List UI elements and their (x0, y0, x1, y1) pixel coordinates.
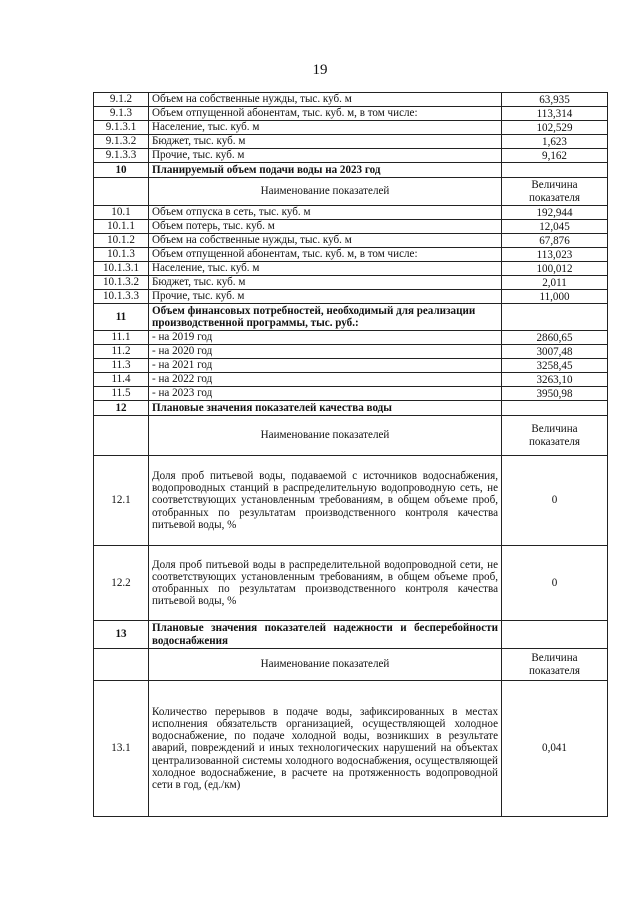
row-number: 9.1.3.3 (94, 149, 149, 163)
column-header-value: Величина показателя (502, 649, 608, 681)
table-row (94, 234, 608, 248)
row-value: 113,023 (502, 248, 608, 262)
table-row (94, 220, 608, 234)
row-value: 0,041 (502, 681, 608, 817)
row-name: - на 2019 год (149, 331, 502, 345)
row-number: 9.1.3.2 (94, 135, 149, 149)
table-row (94, 276, 608, 290)
section-heading-row (94, 401, 608, 416)
row-name: Доля проб питьевой воды в распределительной водопроводной сети, не соответствующих установленным требованиям, в общем объеме проб, отобранных по результатам производственного контроля качества питьевой воды, % (149, 546, 502, 621)
empty-cell (502, 621, 608, 649)
table-row (94, 456, 608, 546)
row-name: Объем потерь, тыс. куб. м (149, 220, 502, 234)
row-number: 11.3 (94, 359, 149, 373)
section-heading-row (94, 304, 608, 331)
table-row (94, 681, 608, 817)
column-header-row (94, 416, 608, 456)
row-name: - на 2022 год (149, 373, 502, 387)
page-number: 19 (312, 62, 328, 78)
table-row (94, 135, 608, 149)
empty-cell (502, 304, 608, 331)
section-title: Плановые значения показателей надежности и бесперебойности водоснабжения (149, 621, 502, 649)
row-name: Объем на собственные нужды, тыс. куб. м (149, 93, 502, 107)
empty-cell (94, 178, 149, 206)
row-name: Прочие, тыс. куб. м (149, 149, 502, 163)
table-row (94, 262, 608, 276)
row-number: 10.1.1 (94, 220, 149, 234)
row-name: Население, тыс. куб. м (149, 121, 502, 135)
section-title: Плановые значения показателей качества воды (149, 401, 502, 416)
empty-cell (502, 163, 608, 178)
row-name: Объем на собственные нужды, тыс. куб. м (149, 234, 502, 248)
row-name: - на 2020 год (149, 345, 502, 359)
row-value: 113,314 (502, 107, 608, 121)
empty-cell (502, 401, 608, 416)
empty-cell (94, 416, 149, 456)
row-value: 3258,45 (502, 359, 608, 373)
row-number: 12.1 (94, 456, 149, 546)
row-number: 9.1.3 (94, 107, 149, 121)
row-value: 63,935 (502, 93, 608, 107)
row-name: Объем отпущенной абонентам, тыс. куб. м, в том числе: (149, 248, 502, 262)
empty-cell (94, 649, 149, 681)
column-header-value: Величина показателя (502, 416, 608, 456)
table-row (94, 290, 608, 304)
row-value: 100,012 (502, 262, 608, 276)
row-name: - на 2021 год (149, 359, 502, 373)
table-row (94, 248, 608, 262)
section-number: 10 (94, 163, 149, 178)
row-number: 13.1 (94, 681, 149, 817)
row-number: 11.1 (94, 331, 149, 345)
row-number: 10.1.3.1 (94, 262, 149, 276)
column-header-row (94, 178, 608, 206)
table-row (94, 206, 608, 220)
row-value: 0 (502, 546, 608, 621)
indicators-table (93, 92, 608, 817)
table-row (94, 149, 608, 163)
table-row (94, 345, 608, 359)
row-value: 9,162 (502, 149, 608, 163)
section-heading-row (94, 163, 608, 178)
section-number: 12 (94, 401, 149, 416)
section-title: Объем финансовых потребностей, необходимый для реализации производственной программы, тыс. руб.: (149, 304, 502, 331)
row-name: Прочие, тыс. куб. м (149, 290, 502, 304)
row-name: Бюджет, тыс. куб. м (149, 276, 502, 290)
row-value: 1,623 (502, 135, 608, 149)
row-name: - на 2023 год (149, 387, 502, 401)
row-value: 3007,48 (502, 345, 608, 359)
column-header-name: Наименование показателей (149, 178, 502, 206)
row-name: Объем отпущенной абонентам, тыс. куб. м, в том числе: (149, 107, 502, 121)
row-name: Количество перерывов в подаче воды, зафиксированных в местах исполнения обязательств организацией, осуществляющей холодное водоснабжение, по подаче холодной воды, возникших в результате аварий, повреждений и иных технологических нарушений на объектах централизованной системы холодного водоснабжения, осуществляющей холодное водоснабжение, в расчете на протяженность водопроводной сети в год, (ед./км) (149, 681, 502, 817)
row-number: 11.5 (94, 387, 149, 401)
table-row (94, 373, 608, 387)
column-header-name: Наименование показателей (149, 649, 502, 681)
row-value: 102,529 (502, 121, 608, 135)
row-number: 9.1.3.1 (94, 121, 149, 135)
row-number: 10.1 (94, 206, 149, 220)
column-header-row (94, 649, 608, 681)
row-name: Доля проб питьевой воды, подаваемой с источников водоснабжения, водопроводных станций в распределительную водопроводную сеть, не соответствующих установленным требованиям, в общем объеме проб, отобранных по результатам производственного контроля качества питьевой воды, % (149, 456, 502, 546)
row-value: 2860,65 (502, 331, 608, 345)
column-header-value: Величина показателя (502, 178, 608, 206)
row-value: 67,876 (502, 234, 608, 248)
row-name: Население, тыс. куб. м (149, 262, 502, 276)
table-row (94, 331, 608, 345)
table-row (94, 107, 608, 121)
section-number: 11 (94, 304, 149, 331)
column-header-name: Наименование показателей (149, 416, 502, 456)
row-value: 192,944 (502, 206, 608, 220)
section-heading-row (94, 621, 608, 649)
table-row (94, 93, 608, 107)
table-row (94, 387, 608, 401)
row-number: 10.1.3.2 (94, 276, 149, 290)
section-number: 13 (94, 621, 149, 649)
table-row (94, 121, 608, 135)
table-row (94, 359, 608, 373)
row-value: 12,045 (502, 220, 608, 234)
row-value: 0 (502, 456, 608, 546)
row-value: 2,011 (502, 276, 608, 290)
row-value: 3263,10 (502, 373, 608, 387)
row-value: 11,000 (502, 290, 608, 304)
row-number: 10.1.2 (94, 234, 149, 248)
section-title: Планируемый объем подачи воды на 2023 год (149, 163, 502, 178)
row-number: 11.4 (94, 373, 149, 387)
row-name: Бюджет, тыс. куб. м (149, 135, 502, 149)
row-number: 11.2 (94, 345, 149, 359)
table-row (94, 546, 608, 621)
row-name: Объем отпуска в сеть, тыс. куб. м (149, 206, 502, 220)
row-number: 9.1.2 (94, 93, 149, 107)
row-value: 3950,98 (502, 387, 608, 401)
row-number: 10.1.3 (94, 248, 149, 262)
row-number: 10.1.3.3 (94, 290, 149, 304)
row-number: 12.2 (94, 546, 149, 621)
